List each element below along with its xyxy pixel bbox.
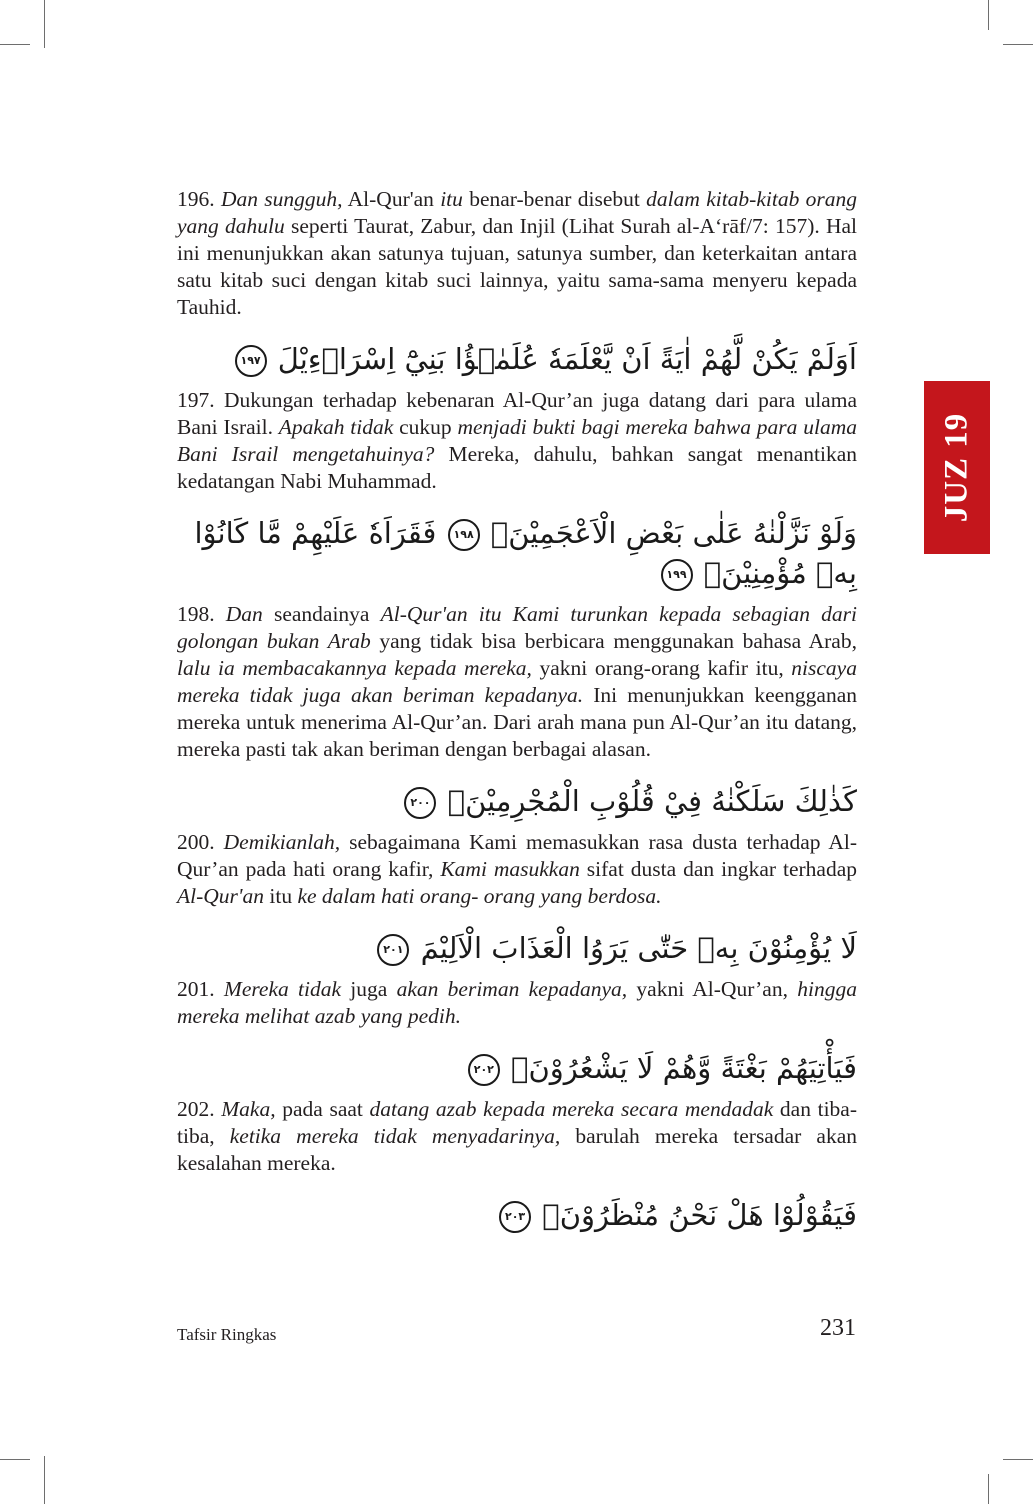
italic-run: niscaya mereka tidak juga akan beriman kepadanya.	[177, 656, 857, 707]
text-run: barulah mereka tersadar akan kesalahan mereka.	[177, 1124, 857, 1175]
italic-run: menjadi bukti bagi mereka bahwa para ulama Bani Israil mengetahuinya?	[177, 415, 857, 466]
text-run: Al-Qur'an	[342, 187, 441, 211]
italic-run: dalam kitab-kitab orang yang dahulu	[177, 187, 858, 238]
tafsir-paragraph	[177, 1096, 857, 1177]
italic-run: Demikianlah,	[223, 830, 341, 854]
crop-mark	[44, 1456, 45, 1504]
crop-mark	[988, 1474, 989, 1504]
crop-mark	[0, 1459, 30, 1460]
italic-run: ke dalam hati orang- orang yang berdosa.	[297, 884, 662, 908]
italic-run: Kami masukkan	[440, 857, 580, 881]
arabic-verse	[177, 513, 857, 593]
italic-run: Dan sungguh,	[220, 187, 343, 211]
arabic-text: فَقَرَاَهٗ عَلَيْهِمْ مَّا كَانُوْا بِهٖ مُؤْمِنِيْنَۗ	[194, 516, 857, 590]
ayah-number-marker: ٢٠٣	[499, 1201, 531, 1233]
italic-run: ketika mereka tidak menyadarinya,	[229, 1124, 561, 1148]
juz-label: JUZ 19	[938, 412, 975, 523]
text-run: sifat dusta dan ingkar terhadap	[579, 857, 857, 881]
ayah-number-marker: ٢٠١	[377, 934, 409, 966]
text-run: dan tiba-tiba,	[177, 1097, 857, 1148]
italic-run: Al-Qur'an	[177, 884, 265, 908]
italic-run: hingga mereka melihat azab yang pedih.	[177, 977, 857, 1028]
text-run: sebagaimana Kami memasukkan rasa dusta terhadap Al-Qur’an pada hati orang kafir,	[177, 830, 858, 881]
text-run: Ini menunjukkan keengganan mereka untuk menerima Al-Qur’an. Dari arah mana pun Al-Qur’an itu datang, mereka pasti tak akan beriman dengan berbagai alasan.	[177, 683, 857, 761]
text-run: 197. Dukungan terhadap kebenaran Al-Qur’an juga datang dari para ulama Bani Israil.	[177, 388, 857, 439]
arabic-verse	[177, 1048, 857, 1088]
text-run: yang tidak bisa berbicara menggunakan bahasa Arab,	[370, 629, 857, 653]
italic-run: datang azab kepada mereka secara mendadak	[369, 1097, 774, 1121]
text-run: 198.	[177, 602, 226, 626]
arabic-text: وَلَوْ نَزَّلْنٰهُ عَلٰى بَعْضِ الْاَعْجَمِيْنَۙ	[481, 516, 857, 550]
tafsir-paragraph	[177, 976, 857, 1030]
arabic-verse	[177, 339, 857, 379]
arabic-text: فَيَأْتِيَهُمْ بَغْتَةً وَّهُمْ لَا يَشْعُرُوْنَۙ	[501, 1051, 857, 1085]
italic-run: Maka,	[221, 1097, 276, 1121]
italic-run: lalu ia membacakannya kepada mereka,	[177, 656, 532, 680]
italic-run: Apakah tidak	[278, 415, 394, 439]
text-run: juga	[341, 977, 397, 1001]
text-run: Mereka, dahulu, bahkan sangat menantikan kedatangan Nabi Muhammad.	[177, 442, 857, 493]
text-run: pada saat	[275, 1097, 370, 1121]
text-run: 201.	[177, 977, 224, 1001]
crop-mark	[0, 44, 30, 45]
footer-book-title: Tafsir Ringkas	[177, 1325, 277, 1344]
italic-run: Al-Qur'an itu Kami turunkan kepada sebagian dari golongan bukan Arab	[177, 602, 857, 653]
tafsir-paragraph	[177, 601, 857, 763]
juz-tab	[924, 381, 990, 554]
italic-run: Dan	[225, 602, 263, 626]
text-run: cukup	[393, 415, 458, 439]
text-run: seandainya	[262, 602, 381, 626]
arabic-verse	[177, 1195, 857, 1235]
crop-mark	[44, 0, 45, 48]
tafsir-paragraph	[177, 829, 857, 910]
ayah-number-marker: ١٩٧	[235, 345, 267, 377]
ayah-number-marker: ١٩٩	[661, 559, 693, 591]
text-run: itu	[264, 884, 298, 908]
tafsir-paragraph	[177, 186, 857, 321]
italic-run: itu	[440, 187, 463, 211]
page-number: 231	[820, 1315, 856, 1341]
text-run: yakni orang-orang kafir itu,	[531, 656, 792, 680]
crop-mark	[988, 0, 989, 30]
arabic-text: لَا يُؤْمِنُوْنَ بِهٖ حَتّٰى يَرَوُا الْعَذَابَ الْاَلِيْمَ	[411, 931, 857, 965]
text-run: benar-benar disebut	[462, 187, 647, 211]
text-run: 202.	[177, 1097, 222, 1121]
arabic-text: كَذٰلِكَ سَلَكْنٰهُ فِيْ قُلُوْبِ الْمُجْرِمِيْنَۗ	[438, 784, 857, 818]
ayah-number-marker: ٢٠٠	[404, 787, 436, 819]
text-run: 200.	[177, 830, 224, 854]
crop-mark	[1003, 44, 1033, 45]
arabic-text: فَيَقُوْلُوْا هَلْ نَحْنُ مُنْظَرُوْنَۗ	[533, 1198, 857, 1232]
tafsir-paragraph	[177, 387, 857, 495]
italic-run: Mereka tidak	[223, 977, 342, 1001]
page-content	[177, 186, 857, 1243]
arabic-verse	[177, 781, 857, 821]
arabic-verse	[177, 928, 857, 968]
ayah-number-marker: ٢٠٢	[468, 1054, 500, 1086]
ayah-number-marker: ١٩٨	[448, 519, 480, 551]
text-run: 196.	[177, 187, 221, 211]
text-run: yakni Al-Qur’an,	[627, 977, 798, 1001]
crop-mark	[1003, 1459, 1033, 1460]
text-run: seperti Taurat, Zabur, dan Injil (Lihat Surah al-A‘rāf/7: 157). Hal ini menunjukkan akan satunya tujuan, satunya sumber, dan keterkaitan antara satu kitab suci dengan kitab suci lainnya, yaitu sama-sama menyeru kepada Tauhid.	[177, 214, 857, 319]
italic-run: akan beriman kepadanya,	[396, 977, 628, 1001]
arabic-text: اَوَلَمْ يَكُنْ لَّهُمْ اٰيَةً اَنْ يَّعْلَمَهٗ عُلَمٰۤؤُا بَنِيْٓ اِسْرَاۤءِيْلَ	[268, 342, 857, 376]
